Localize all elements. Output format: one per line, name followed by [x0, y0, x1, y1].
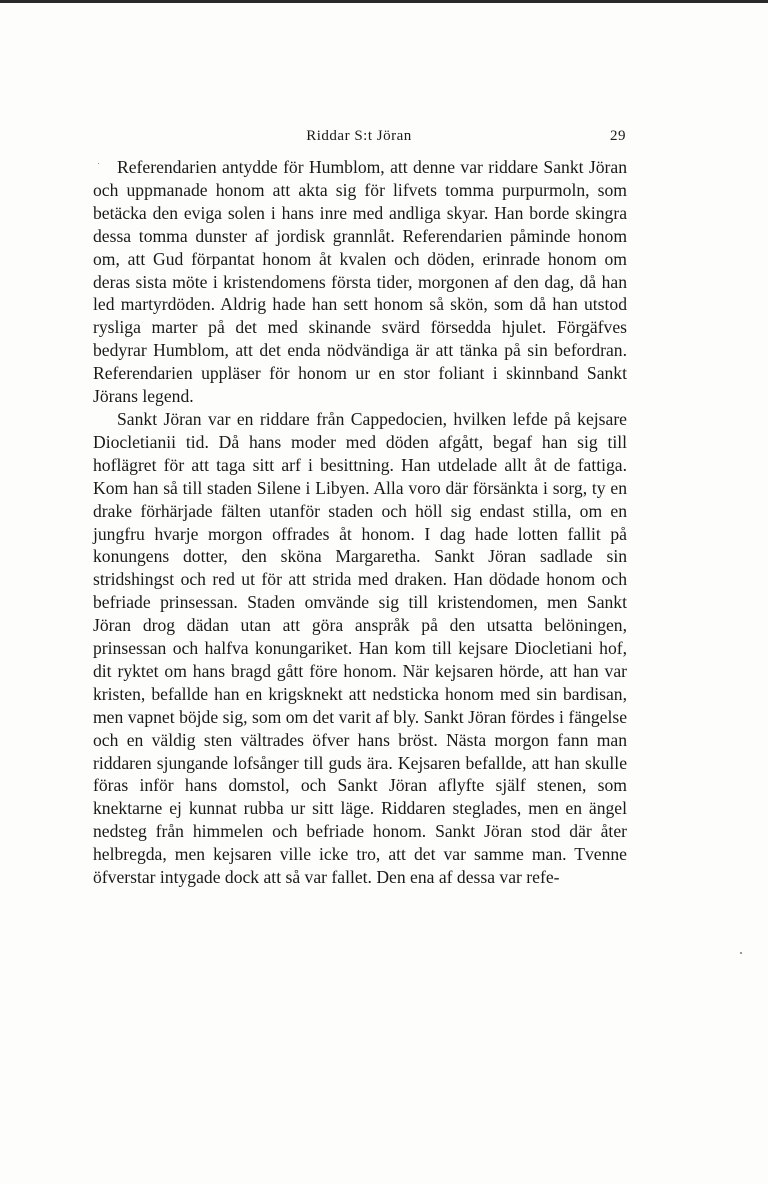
top-edge-rule	[0, 0, 768, 3]
paragraph: Sankt Jöran var en riddare från Cappedocien, hvilken lefde på kejsare Diocletianii tid. Då hans moder med döden afgått, begaf han sig till hoflägret för att taga sitt arf i besittning. Han utdelade allt åt de fattiga. Kom han så till staden Silene i Libyen. Alla voro där försänkta i sorg, ty en drake förhärjade fälten utanför staden och höll sig endast stilla, om en jungfru hvarje morgon offrades åt honom. I dag hade lotten fallit på konungens dotter, den sköna Margaretha. Sankt Jöran sadlade sin stridshingst och red ut för att strida med draken. Han dödade honom och befriade prinsessan. Staden omvände sig till kristendomen, men Sankt Jöran drog dädan utan att göra anspråk på den utsatta belöningen, prinsessan och halfva konungariket. Han kom till kejsare Diocletiani hof, dit ryktet om hans bragd gått före honom. När kejsaren hörde, att han var kristen, befallde han en krigsknekt att nedsticka honom med sin bardisan, men vapnet böjde sig, som om det varit af bly. Sankt Jöran fördes i fängelse och en väldig sten vältrades öfver hans bröst. Nästa morgon fann man riddaren sjungande lofsånger till guds ära. Kejsaren befallde, att han skulle föras inför hans domstol, och Sankt Jöran aflyfte själf stenen, som knektarne ej kunnat rubba ur sitt läge. Riddaren steglades, men en ängel nedsteg från himmelen och befriade honom. Sankt Jöran stod där åter helbregda, men kejsaren ville icke tro, att det var samme man. Tvenne öfverstar intygade dock att så var fallet. Den ena af dessa var refe-	[93, 408, 627, 888]
page-number: 29	[610, 128, 626, 144]
body-text	[93, 156, 627, 889]
running-head-title: Riddar S:t Jöran	[306, 128, 412, 144]
print-speck	[740, 952, 742, 954]
print-speck	[98, 163, 99, 164]
paragraph: Referendarien antydde för Humblom, att denne var riddare Sankt Jöran och uppmanade honom att akta sig för lifvets tomma purpurmoln, som betäcka den eviga solen i hans inre med andliga skyar. Han borde skingra dessa tomma dunster af jordisk grannlåt. Referendarien påminde honom om, att Gud förpantat honom åt kvalen och döden, erinrade honom om deras sista möte i kristendomens första tider, morgonen af den dag, då han led martyrdöden. Aldrig hade han sett honom så skön, som då han utstod rysliga marter på det med skinande svärd försedda hjulet. Förgäfves bedyrar Humblom, att det enda nödvändiga är att tänka på sin befordran. Referendarien uppläser för honom ur en stor foliant i skinnband Sankt Jörans legend.	[93, 157, 627, 407]
running-head	[92, 128, 626, 150]
